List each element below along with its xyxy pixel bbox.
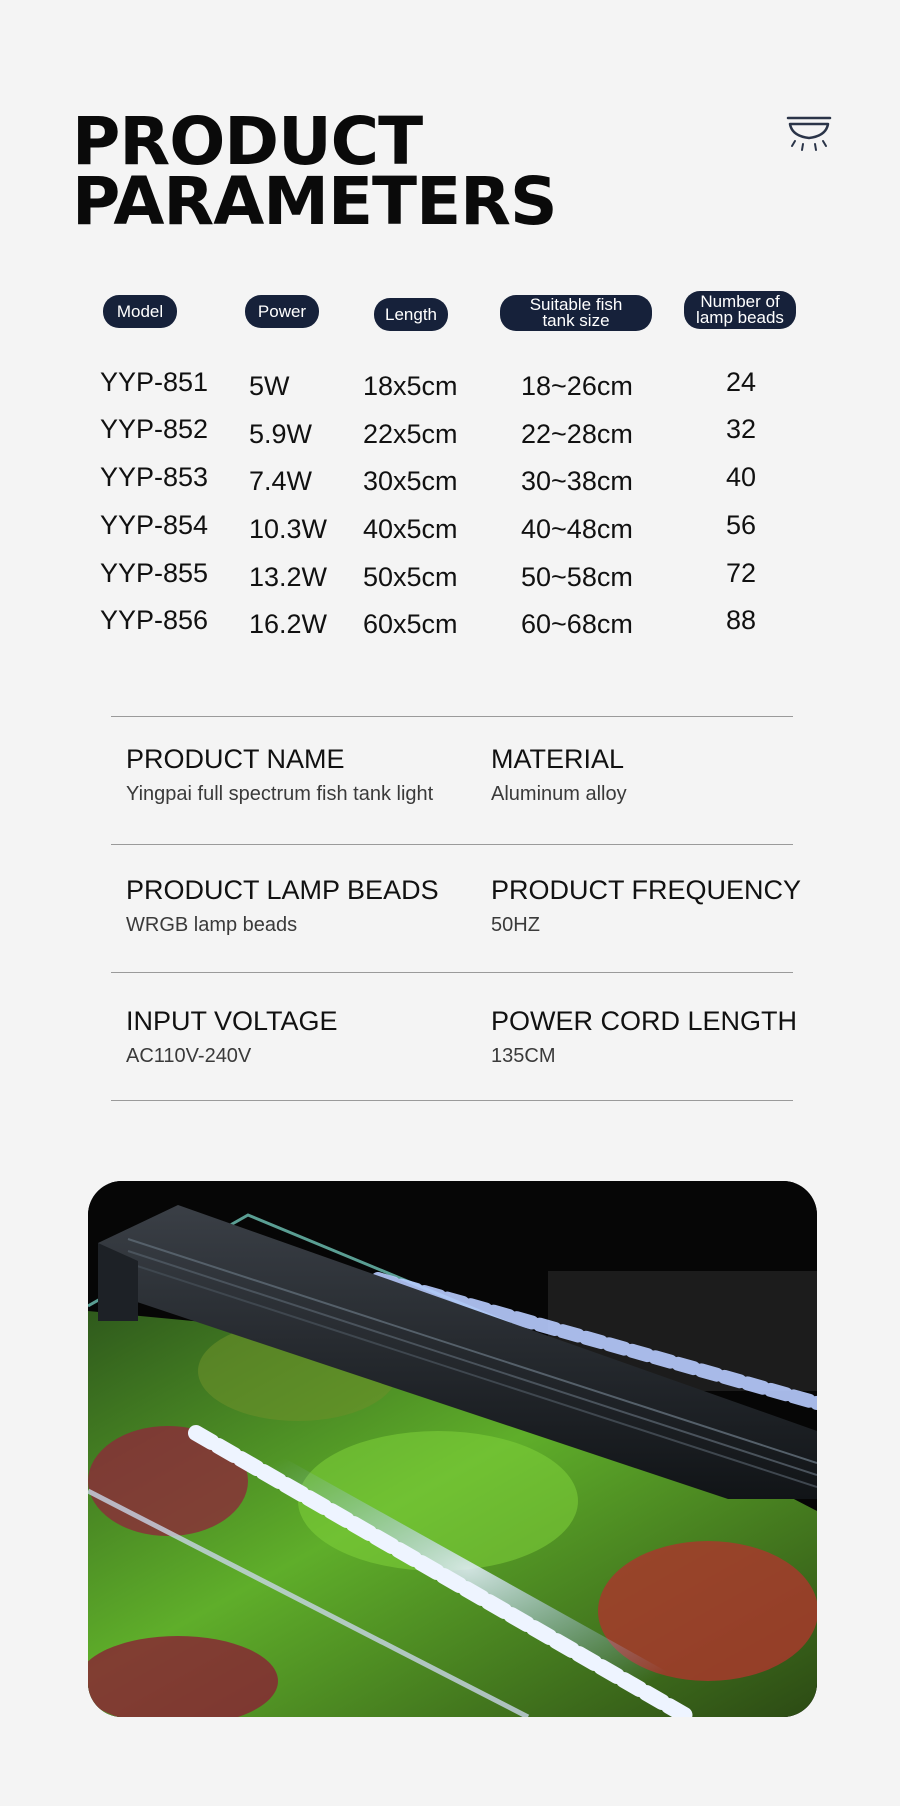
cell-power: 10.3W	[249, 514, 328, 544]
cell-lamp-beads: 40	[726, 462, 757, 492]
spec-value: 135CM	[491, 1045, 556, 1067]
cell-length: 22x5cm	[363, 419, 458, 449]
cell-length: 50x5cm	[363, 562, 458, 592]
divider	[111, 972, 793, 973]
header-lamp-beads	[684, 291, 796, 329]
title-line-2: PARAMETERS	[72, 163, 557, 240]
spec-label: PRODUCT FREQUENCY	[491, 875, 802, 905]
cell-model: YYP-853	[100, 462, 209, 492]
cell-power: 16.2W	[249, 609, 328, 639]
header-tank-size	[500, 295, 652, 331]
cell-model: YYP-854	[100, 510, 209, 540]
cell-tank-size: 22~28cm	[521, 419, 633, 449]
header-tank-label-2: tank size	[542, 311, 610, 330]
cell-tank-size: 30~38cm	[521, 466, 633, 496]
header-model	[103, 295, 177, 328]
header-model-label: Model	[116, 301, 164, 321]
cell-lamp-beads: 24	[726, 367, 757, 397]
cell-power: 13.2W	[249, 562, 328, 592]
cell-tank-size: 50~58cm	[521, 562, 633, 592]
cell-lamp-beads: 32	[726, 414, 757, 444]
spec-value: 50HZ	[491, 914, 540, 936]
header-length	[374, 298, 448, 331]
divider	[111, 1100, 793, 1101]
divider	[111, 844, 793, 845]
cell-model: YYP-851	[100, 367, 209, 397]
cell-tank-size: 40~48cm	[521, 514, 633, 544]
ceiling-lamp-icon	[786, 114, 832, 154]
title-line-1: PRODUCT	[72, 103, 423, 180]
cell-model: YYP-852	[100, 414, 209, 444]
aquarium-illustration	[88, 1181, 817, 1717]
cell-model: YYP-855	[100, 558, 209, 588]
cell-power: 5W	[249, 371, 290, 401]
header-power-label: Power	[257, 301, 307, 321]
spec-value: Aluminum alloy	[491, 783, 627, 805]
cell-lamp-beads: 88	[726, 605, 757, 635]
spec-value: Yingpai full spectrum fish tank light	[126, 783, 434, 805]
spec-label: INPUT VOLTAGE	[126, 1006, 338, 1036]
spec-value: AC110V-240V	[126, 1045, 252, 1067]
cell-tank-size: 18~26cm	[521, 371, 633, 401]
header-beads-label-1: Number of	[700, 292, 780, 311]
spec-label: MATERIAL	[491, 744, 625, 774]
cell-power: 7.4W	[249, 466, 313, 496]
cell-tank-size: 60~68cm	[521, 609, 633, 639]
header-length-label: Length	[385, 304, 437, 324]
spec-label: PRODUCT NAME	[126, 744, 345, 774]
cell-length: 40x5cm	[363, 514, 458, 544]
cell-lamp-beads: 72	[726, 558, 757, 588]
cell-power: 5.9W	[249, 419, 313, 449]
cell-length: 30x5cm	[363, 466, 458, 496]
header-beads-label-2: lamp beads	[696, 308, 784, 327]
spec-label: PRODUCT LAMP BEADS	[126, 875, 439, 905]
spec-value: WRGB lamp beads	[126, 914, 298, 936]
divider	[111, 716, 793, 717]
cell-length: 18x5cm	[363, 371, 458, 401]
cell-model: YYP-856	[100, 605, 209, 635]
cell-lamp-beads: 56	[726, 510, 757, 540]
page-title	[72, 103, 557, 240]
spec-label: POWER CORD LENGTH	[491, 1006, 798, 1036]
header-tank-label-1: Suitable fish	[529, 295, 623, 314]
product-photo	[88, 1181, 817, 1717]
cell-length: 60x5cm	[363, 609, 458, 639]
header-power	[245, 295, 319, 328]
